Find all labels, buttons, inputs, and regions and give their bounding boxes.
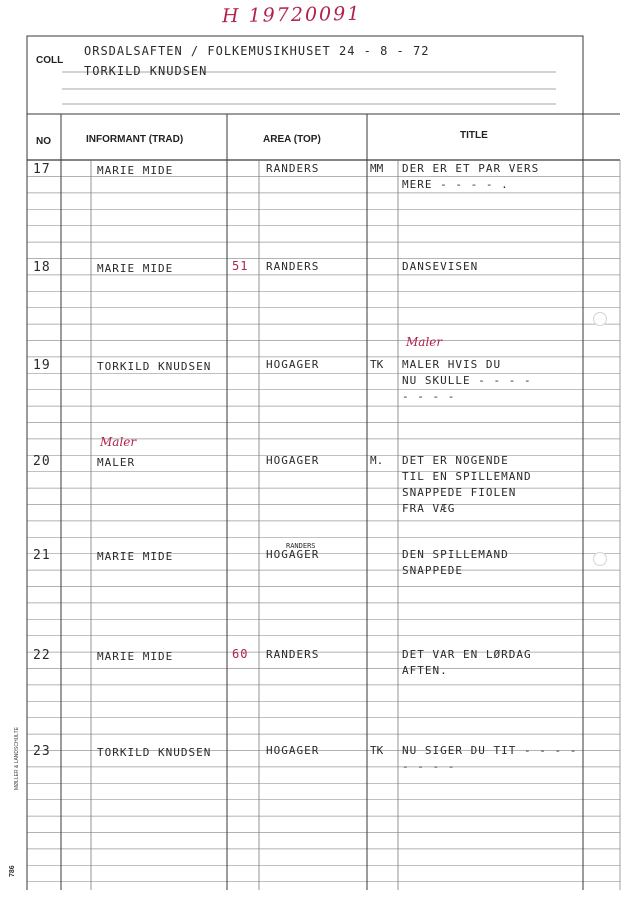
entry-title-line3: SNAPPEDE FIOLEN [402, 486, 517, 499]
entry-informant: TORKILD KNUDSEN [97, 746, 212, 759]
row-rules [27, 177, 620, 882]
entry-abbr: TK [370, 358, 384, 371]
entry-informant: MARIE MIDE [97, 164, 174, 177]
printer-name: MØLLER & LANDSCHULTE [14, 727, 20, 790]
entry-informant: TORKILD KNUDSEN [97, 360, 212, 373]
entry-title-line1: DET VAR EN LØRDAG [402, 648, 532, 661]
entry-title-line2: MERE - - - - . [402, 178, 509, 191]
row21-area-note: RANDERS [286, 542, 316, 550]
coll-line-1: ORSDALSAFTEN / FOLKEMUSIKHUSET 24 - 8 - 72 [84, 44, 430, 58]
entry-area: RANDERS [266, 648, 320, 661]
entry-informant: MARIE MIDE [97, 262, 174, 275]
row20-informant-note: Maler [100, 435, 137, 449]
entry-title-line2: - - - - [402, 760, 456, 773]
entry-number: 18 [33, 260, 51, 275]
entry-abbr: TK [370, 744, 384, 757]
entry-area: HOGAGER [266, 744, 320, 757]
entry-abbr: MM [370, 162, 384, 175]
entry-title-line1: MALER HVIS DU [402, 358, 502, 371]
entry-number: 21 [33, 548, 51, 563]
col-heading-title: TITLE [460, 130, 488, 141]
archive-id: H 19720091 [221, 2, 362, 28]
coll-label: COLL [36, 55, 64, 66]
row19-title-note: Maler [406, 335, 443, 349]
entry-title-line1: NU SIGER DU TIT - - - - [402, 744, 578, 757]
entry-informant: MARIE MIDE [97, 650, 174, 663]
entry-area: HOGAGER [266, 358, 320, 371]
entry-number: 22 [33, 648, 51, 663]
entry-area: RANDERS [266, 162, 320, 175]
entry-code: 60 [232, 647, 249, 661]
col-heading-informant: INFORMANT (TRAD) [86, 134, 184, 145]
entry-abbr: M. [370, 454, 384, 467]
entry-title-line1: DET ER NOGENDE [402, 454, 509, 467]
punch-hole-top [593, 312, 607, 326]
entry-title-line3: - - - - [402, 390, 456, 403]
entry-title-line4: FRA VÆG [402, 502, 456, 515]
entry-code: 51 [232, 259, 249, 273]
entry-number: 19 [33, 358, 51, 373]
entry-area: HOGAGER [266, 548, 320, 561]
entry-area: HOGAGER [266, 454, 320, 467]
entry-title-line1: DANSEVISEN [402, 260, 479, 273]
entry-title-line2: TIL EN SPILLEMAND [402, 470, 532, 483]
col-heading-no: NO [36, 136, 51, 147]
entry-area: RANDERS [266, 260, 320, 273]
entry-informant: MARIE MIDE [97, 550, 174, 563]
entry-title-line2: AFTEN. [402, 664, 448, 677]
entry-number: 20 [33, 454, 51, 469]
entry-number: 23 [33, 744, 51, 759]
punch-hole-bottom [593, 552, 607, 566]
col-heading-area: AREA (TOP) [263, 134, 321, 145]
entry-title-line1: DEN SPILLEMAND [402, 548, 509, 561]
entry-title-line1: DER ER ET PAR VERS [402, 162, 540, 175]
entry-number: 17 [33, 162, 51, 177]
coll-line-2: TORKILD KNUDSEN [84, 64, 208, 78]
entry-title-line2: NU SKULLE - - - - [402, 374, 532, 387]
entry-informant: MALER [97, 456, 136, 469]
entry-title-line2: SNAPPEDE [402, 564, 463, 577]
form-number: 786 [9, 865, 16, 877]
